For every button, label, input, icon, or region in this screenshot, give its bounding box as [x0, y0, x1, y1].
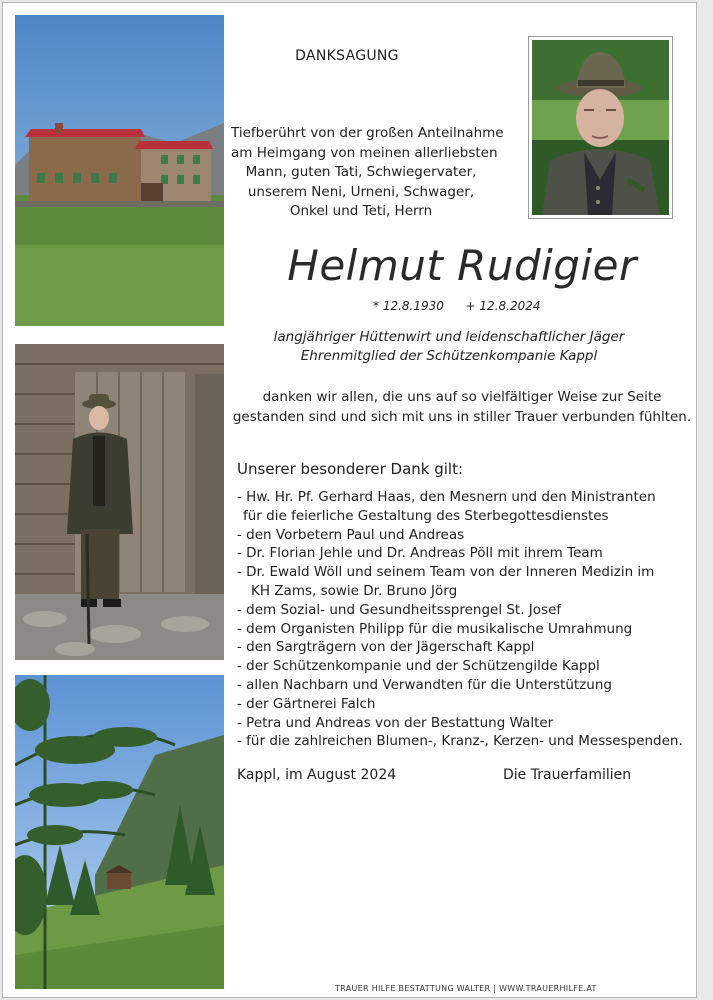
life-dates: [373, 299, 593, 313]
birth-date: * 12.8.1930: [373, 299, 444, 313]
description-line: langjähriger Hüttenwirt und leidenschaftlicher Jäger: [273, 329, 625, 345]
list-item: für die feierliche Gestaltung des Sterbegottesdienstes: [243, 507, 609, 524]
death-date: + 12.8.2024: [465, 299, 541, 313]
list-item: - Hw. Hr. Pf. Gerhard Haas, den Mesnern und den Ministranten: [237, 489, 656, 505]
intro-text: [231, 124, 504, 222]
list-item: - allen Nachbarn und Verwandten für die Unterstützung: [237, 676, 612, 693]
intro-line: Tiefberührt von der großen Anteilnahme: [231, 125, 504, 141]
man-at-door-photo: [15, 344, 224, 660]
list-item: - Dr. Florian Jehle und Dr. Andreas Pöll mit ihrem Team: [237, 545, 603, 562]
portrait-frame: [528, 36, 673, 219]
thanks-line: danken wir allen, die uns auf so vielfältiger Weise zur Seite: [262, 389, 662, 405]
list-item: - dem Sozial- und Gesundheitssprengel St. Josef: [237, 601, 562, 618]
dank-heading: Unserer besonderer Dank gilt:: [237, 460, 464, 478]
obituary-card: [2, 2, 697, 998]
list-item: KH Zams, sowie Dr. Bruno Jörg: [251, 582, 458, 599]
page-title: DANKSAGUNG: [295, 48, 399, 64]
intro-line: Onkel und Teti, Herrn: [289, 203, 433, 219]
list-item: - Dr. Ewald Wöll und seinem Team von der Inneren Medizin im: [237, 564, 655, 581]
description: [259, 328, 639, 366]
intro-line: unserem Neni, Urneni, Schwager,: [247, 183, 475, 200]
list-item: - Petra und Andreas von der Bestattung Walter: [237, 714, 554, 731]
list-item: - der Schützenkompanie und der Schützengilde Kappl: [237, 658, 600, 675]
footer-credit: TRAUER HILFE BESTATTUNG WALTER | WWW.TRAUERHILFE.AT: [335, 984, 597, 993]
thanks-text: [225, 387, 699, 427]
signature-family: Die Trauerfamilien: [503, 767, 632, 783]
thanks-line: gestanden sind und sich mit uns in stiller Trauer verbunden fühlten.: [232, 409, 692, 425]
description-line: Ehrenmitglied der Schützenkompanie Kappl: [300, 348, 598, 364]
intro-line: am Heimgang von meinen allerliebsten: [231, 144, 498, 161]
dank-list: [237, 488, 687, 751]
list-item: - der Gärtnerei Falch: [237, 695, 376, 712]
place-date: Kappl, im August 2024: [237, 767, 397, 783]
deceased-name: Helmut Rudigier: [287, 241, 637, 290]
mountain-hut-photo: [15, 15, 224, 326]
list-item: - dem Organisten Philipp für die musikalische Umrahmung: [237, 620, 633, 637]
portrait-photo: [532, 40, 669, 215]
list-item: - den Vorbetern Paul und Andreas: [237, 526, 465, 543]
forest-valley-photo: [15, 675, 224, 989]
list-item: - den Sargträgern von der Jägerschaft Kappl: [237, 639, 535, 656]
intro-line: Mann, guten Tati, Schwiegervater,: [245, 164, 477, 180]
list-item: - für die zahlreichen Blumen-, Kranz-, Kerzen- und Messespenden.: [237, 733, 683, 750]
